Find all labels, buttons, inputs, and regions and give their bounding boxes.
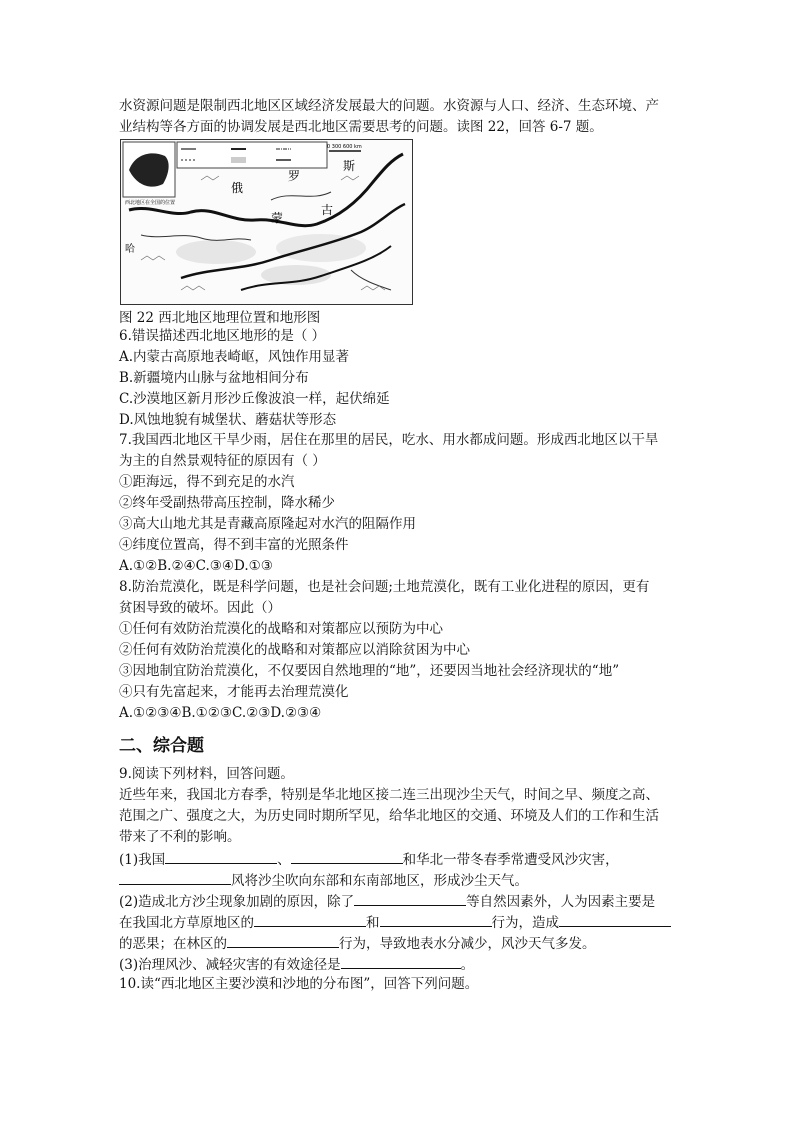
intro-line-1: 水资源问题是限制西北地区区域经济发展最大的问题。水资源与人口、经济、生态环境、产 bbox=[119, 98, 659, 114]
q8-item-1: ①任何有效防治荒漠化的战略和对策都应以预防为中心 bbox=[119, 621, 443, 637]
q9-p3-text-b: 。 bbox=[460, 957, 475, 973]
q9-part2-line2 bbox=[119, 912, 671, 932]
q9-material-3: 带来了不利的影响。 bbox=[119, 829, 241, 845]
q8-stem-line-2: 贫困导致的破坏。因此（） bbox=[119, 600, 281, 616]
blank-4[interactable] bbox=[354, 891, 466, 906]
q9-p1-sep: 、 bbox=[277, 852, 291, 868]
blank-3[interactable] bbox=[119, 870, 231, 885]
q6-option-a: A.内蒙古高原地表崎岖，风蚀作用显著 bbox=[119, 349, 350, 365]
blank-6[interactable] bbox=[380, 912, 492, 927]
q7-stem-line-2: 为主的自然景观特征的原因有（ ） bbox=[119, 453, 326, 469]
q9-p2-text-c: 在我国北方草原地区的 bbox=[119, 915, 254, 931]
map-label-si: 斯 bbox=[343, 159, 356, 173]
q9-part2-line3 bbox=[119, 933, 596, 953]
blank-8[interactable] bbox=[227, 933, 339, 948]
map-graphic bbox=[121, 140, 413, 305]
blank-5[interactable] bbox=[254, 912, 366, 927]
q8-item-4: ④只有先富起来，才能再去治理荒漠化 bbox=[119, 684, 349, 700]
q7-item-2: ②终年受副热带高压控制，降水稀少 bbox=[119, 495, 335, 511]
blank-7[interactable] bbox=[559, 912, 671, 927]
figure-caption: 图 22 西北地区地理位置和地形图 bbox=[119, 310, 321, 326]
map-label-gu: 古 bbox=[321, 203, 334, 217]
q9-p2-text-b: 等自然因素外，人为因素主要是 bbox=[466, 894, 656, 910]
scale-text: 0 300 600 km bbox=[327, 144, 362, 150]
q9-p2-text-a: (2)造成北方沙尘现象加剧的原因，除了 bbox=[119, 894, 355, 910]
q7-item-3: ③高大山地尤其是青藏高原隆起对水汽的阻隔作用 bbox=[119, 516, 416, 532]
map-label-ha: 哈 bbox=[125, 244, 135, 255]
q9-part1-line1 bbox=[119, 849, 619, 869]
map-label-meng: 蒙 bbox=[271, 211, 284, 225]
q7-choices: A.①②B.②④C.③④D.①③ bbox=[119, 558, 273, 574]
blank-2[interactable] bbox=[291, 849, 403, 864]
q9-p2-text-d: 和 bbox=[366, 915, 380, 931]
q6-option-b: B.新疆境内山脉与盆地相间分布 bbox=[119, 370, 309, 386]
q6-option-c: C.沙漠地区新月形沙丘像波浪一样，起伏绵延 bbox=[119, 391, 390, 407]
q9-part3 bbox=[119, 954, 474, 974]
q9-p1-text-2: 风将沙尘吹向东部和东南部地区，形成沙尘天气。 bbox=[231, 873, 528, 889]
q9-p3-text-a: (3)治理风沙、减轻灾害的有效途径是 bbox=[119, 957, 341, 973]
map-label-luo: 罗 bbox=[288, 169, 301, 183]
q9-p1-text: 和华北一带冬春季常遭受风沙灾害， bbox=[402, 852, 619, 868]
q8-item-2: ②任何有效防治荒漠化的战略和对策都应以消除贫困为中心 bbox=[119, 642, 470, 658]
q9-part1-line2 bbox=[119, 870, 528, 890]
q7-item-1: ①距海远，得不到充足的水汽 bbox=[119, 474, 295, 490]
q9-p2-text-f: 的恶果；在林区的 bbox=[119, 936, 227, 952]
section-heading: 二、综合题 bbox=[119, 736, 204, 756]
intro-line-2: 业结构等各方面的协调发展是西北地区需要思考的问题。读图 22，回答 6-7 题。 bbox=[119, 119, 603, 135]
q8-stem-line-1: 8.防治荒漠化，既是科学问题，也是社会问题;土地荒漠化，既有工业化进程的原因，更有 bbox=[119, 579, 650, 595]
q9-material-1: 近些年来，我国北方春季，特别是华北地区接二连三出现沙尘天气，时间之早、频度之高、 bbox=[119, 787, 659, 803]
blank-9[interactable] bbox=[341, 954, 461, 969]
q8-choices: A.①②③④B.①②③C.②③D.②③④ bbox=[119, 705, 322, 721]
legend-frame bbox=[177, 142, 327, 168]
q6-option-d: D.风蚀地貌有城堡状、蘑菇状等形态 bbox=[119, 412, 337, 428]
q7-item-4: ④纬度位置高，得不到丰富的光照条件 bbox=[119, 537, 349, 553]
q6-stem: 6.错误描述西北地区地形的是（ ） bbox=[119, 328, 326, 344]
q9-p2-text-e: 行为，造成 bbox=[491, 915, 559, 931]
q9-material-2: 范围之广、强度之大，为历史同时期所罕见，给华北地区的交通、环境及人们的工作和生活 bbox=[119, 808, 659, 824]
map-label-e: 俄 bbox=[231, 181, 244, 195]
inset-label: 西北地区在全国的位置 bbox=[125, 200, 176, 206]
q10-stem: 10.读“西北地区主要沙漠和沙地的分布图”，回答下列问题。 bbox=[119, 976, 479, 992]
blank-1[interactable] bbox=[165, 849, 277, 864]
q7-stem-line-1: 7.我国西北地区干旱少雨，居住在那里的居民，吃水、用水都成问题。形成西北地区以干旱 bbox=[119, 432, 659, 448]
q9-stem: 9.阅读下列材料，回答问题。 bbox=[119, 766, 294, 782]
northwest-map-figure bbox=[120, 139, 413, 305]
q8-item-3: ③因地制宜防治荒漠化，不仅要因自然地理的“地”，还要因当地社会经济现状的“地” bbox=[119, 663, 620, 679]
q9-p2-text-g: 行为，导致地表水分减少，风沙天气多发。 bbox=[339, 936, 596, 952]
q9-p1-label: (1)我国 bbox=[119, 852, 166, 868]
q9-part2-line1 bbox=[119, 891, 655, 911]
